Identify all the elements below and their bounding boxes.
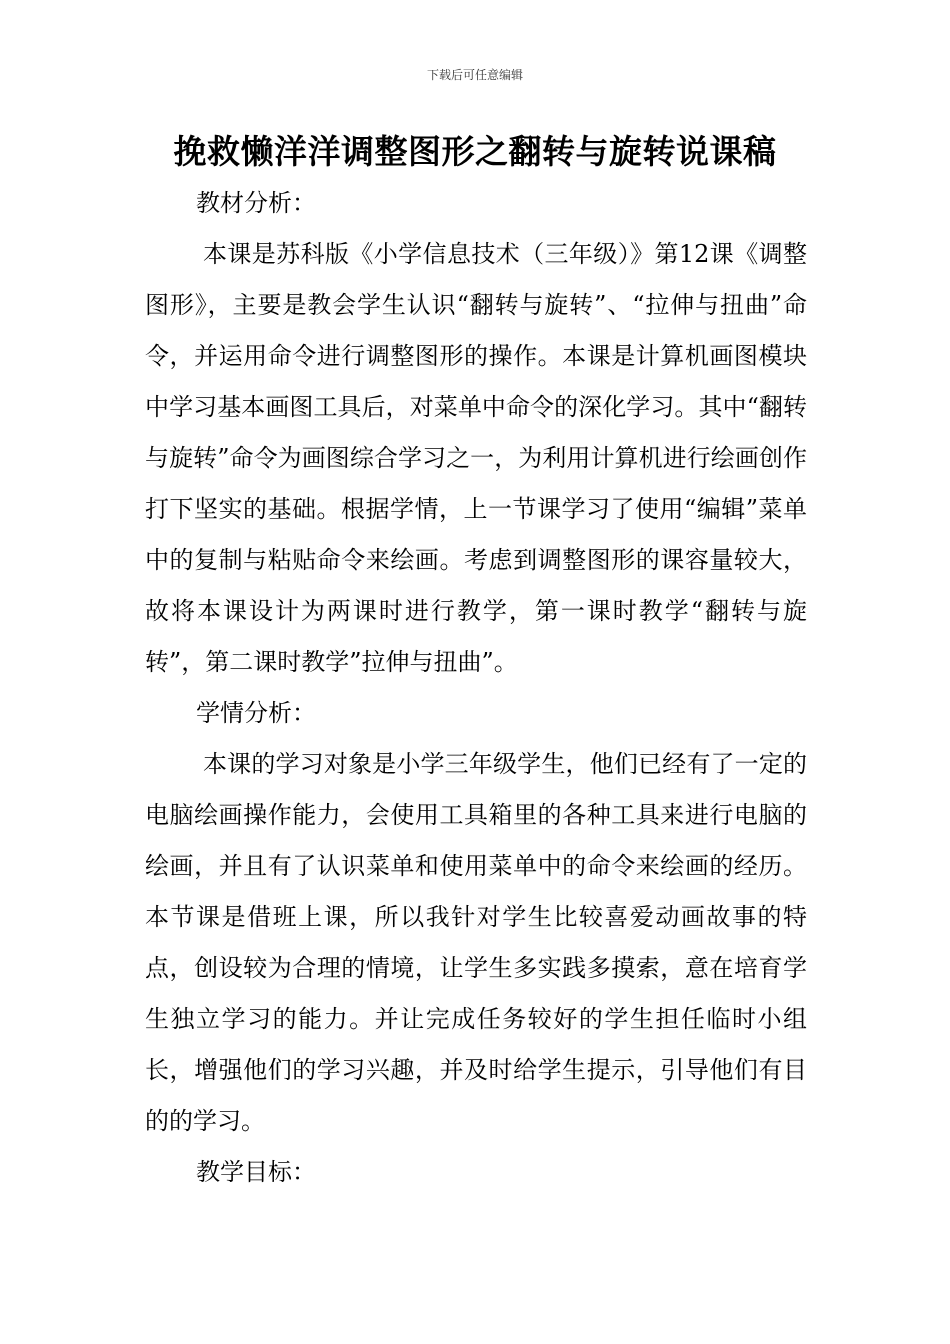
section-heading-student-analysis: 学情分析： <box>196 699 316 727</box>
section-heading-textbook-analysis: 教材分析： <box>196 189 316 217</box>
paragraph-student-analysis: 本课的学习对象是小学三年级学生，他们已经有了一定的电脑绘画操作能力，会使用工具箱里的各种工具来进行电脑的绘画，并且有了认识菜单和使用菜单中的命令来绘画的经历。本节课是借班上课，所以我针对学生比较喜爱动画故事的特点，创设较为合理的情境，让学生多实践多摸索，意在培育学生独立学习的能力。并让完成任务较好的学生担任临时小组长，增强他们的学习兴趣，并及时给学生提示，引导他们有目的的学习。 <box>145 750 807 1135</box>
section-heading-teaching-objectives: 教学目标： <box>196 1158 316 1186</box>
document-body <box>145 178 807 1198</box>
paragraph-textbook-analysis: 本课是苏科版《小学信息技术（三年级）》第12课《调整图形》，主要是教会学生认识“翻转与旋转”、“拉伸与扭曲”命令，并运用命令进行调整图形的操作。本课是计算机画图模块中学习基本画图工具后，对菜单中命令的深化学习。其中“翻转与旋转”命令为画图综合学习之一，为利用计算机进行绘画创作打下坚实的基础。根据学情，上一节课学习了使用“编辑”菜单中的复制与粘贴命令来绘画。考虑到调整图形的课容量较大，故将本课设计为两课时进行教学，第一课时教学“翻转与旋转”，第二课时教学”拉伸与扭曲”。 <box>145 240 807 676</box>
document-title: 挽救懒洋洋调整图形之翻转与旋转说课稿 <box>173 132 777 171</box>
header-note: 下载后可任意编辑 <box>426 68 523 82</box>
